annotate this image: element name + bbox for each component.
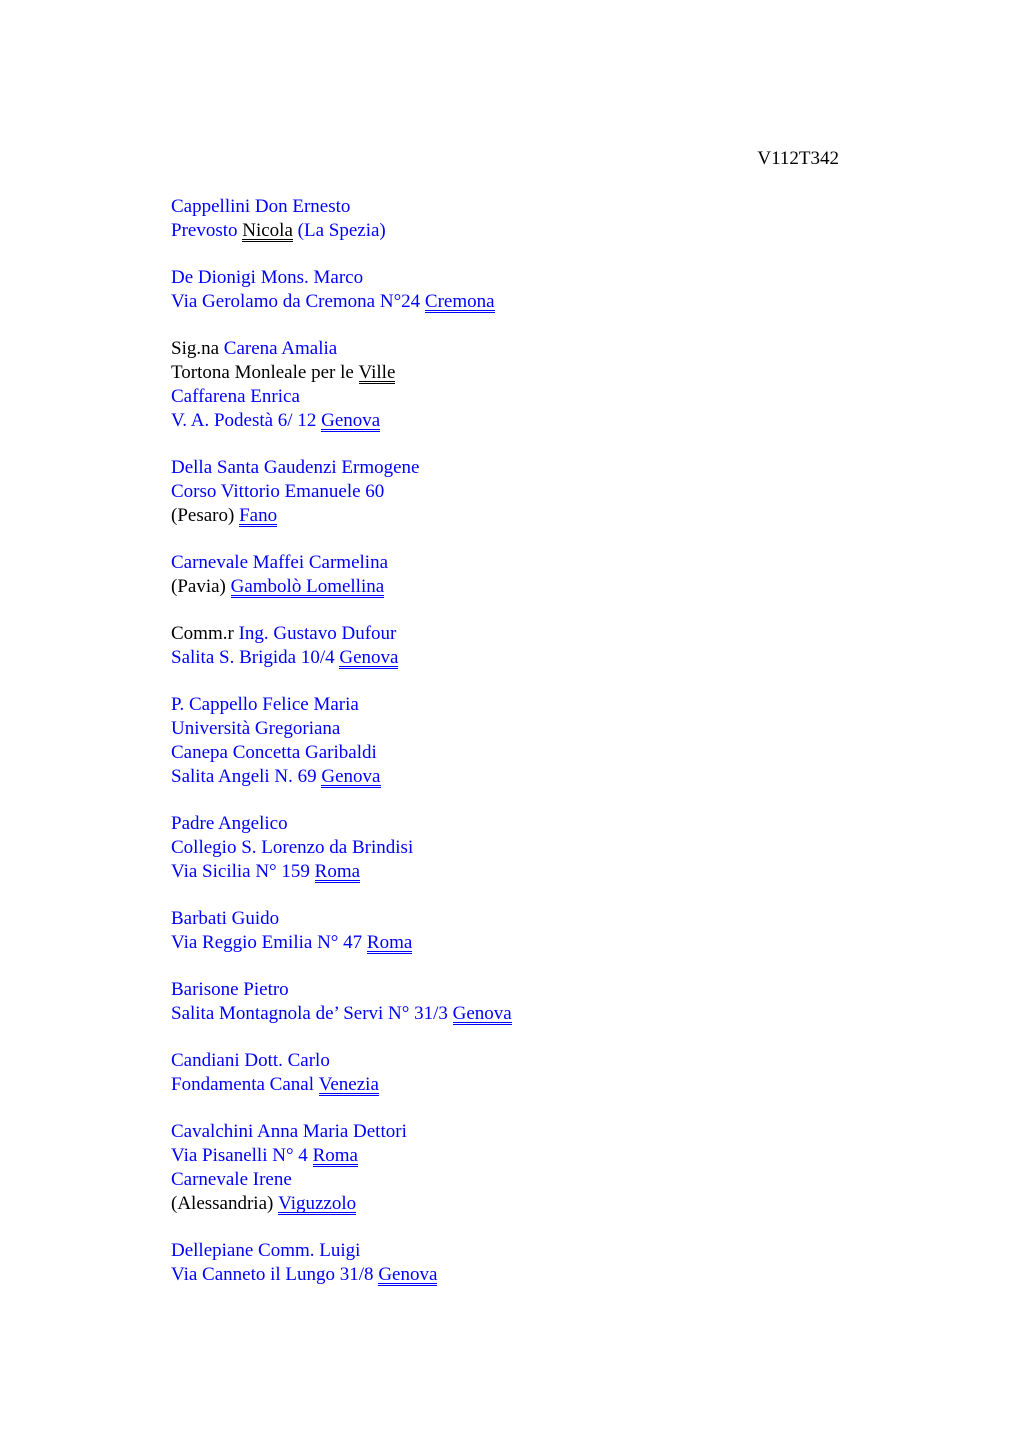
address-line — [171, 1120, 871, 1144]
address-line — [171, 1002, 871, 1026]
text-segment: Dellepiane Comm. Luigi — [171, 1240, 361, 1261]
place-name: Genova — [452, 1003, 512, 1024]
page-id: V112T342 — [757, 148, 839, 169]
place-name: Nicola — [242, 220, 293, 241]
address-line — [171, 1049, 871, 1073]
address-line — [171, 836, 871, 860]
address-line — [171, 717, 871, 741]
place-name: Venezia — [318, 1074, 379, 1095]
text-segment: Via Pisanelli N° 4 — [171, 1145, 313, 1166]
address-line — [171, 385, 871, 409]
text-segment: Della Santa Gaudenzi Ermogene — [171, 457, 420, 478]
address-entry — [171, 978, 871, 1026]
address-line — [171, 361, 871, 385]
place-name: Viguzzolo — [278, 1193, 357, 1214]
text-segment: (Alessandria) — [171, 1193, 279, 1214]
address-entry — [171, 266, 871, 314]
address-entry — [171, 1239, 871, 1287]
text-segment: Cavalchini Anna Maria Dettori — [171, 1121, 407, 1142]
address-line — [171, 266, 871, 290]
address-entry — [171, 551, 871, 599]
text-segment: Carena Amalia — [223, 338, 338, 359]
address-line — [171, 812, 871, 836]
text-segment: Tortona Monleale per le — [171, 362, 359, 383]
text-segment: (Pavia) — [171, 576, 231, 597]
address-line — [171, 765, 871, 789]
place-name: Fano — [239, 505, 278, 526]
text-segment: Ing. Gustavo Dufour — [238, 623, 397, 644]
place-name: Roma — [366, 932, 413, 953]
address-line — [171, 860, 871, 884]
place-name: Genova — [321, 766, 381, 787]
address-line — [171, 1239, 871, 1263]
address-line — [171, 337, 871, 361]
text-segment: Comm.r — [171, 623, 239, 644]
text-segment: Via Sicilia N° 159 — [171, 861, 315, 882]
address-entry — [171, 1049, 871, 1097]
place-name: Roma — [314, 861, 361, 882]
address-list — [171, 195, 871, 1310]
address-entry — [171, 1120, 871, 1216]
place-name: Roma — [312, 1145, 358, 1166]
text-segment: Canepa Concetta Garibaldi — [171, 742, 377, 763]
address-line — [171, 646, 871, 670]
text-segment: Sig.na — [171, 338, 224, 359]
text-segment: P. Cappello Felice Maria — [171, 694, 359, 715]
address-line — [171, 195, 871, 219]
address-line — [171, 741, 871, 765]
address-line — [171, 1073, 871, 1097]
text-segment: Via Gerolamo da Cremona N°24 — [171, 291, 425, 312]
text-segment: Fondamenta Canal — [171, 1074, 319, 1095]
place-name: Cremona — [424, 291, 495, 312]
text-segment: Salita S. Brigida 10/4 — [171, 647, 340, 668]
text-segment: Via Reggio Emilia N° 47 — [171, 932, 367, 953]
address-line — [171, 504, 871, 528]
address-line — [171, 1144, 871, 1168]
place-name: Genova — [321, 410, 381, 431]
address-entry — [171, 622, 871, 670]
address-line — [171, 290, 871, 314]
text-segment: Candiani Dott. Carlo — [171, 1050, 330, 1071]
text-segment: Salita Angeli N. 69 — [171, 766, 322, 787]
place-name: Gambolò Lomellina — [230, 576, 385, 597]
text-segment: Università Gregoriana — [171, 718, 341, 739]
place-name: Genova — [378, 1264, 438, 1285]
place-name: Ville — [358, 362, 396, 383]
address-line — [171, 907, 871, 931]
text-segment: (La Spezia) — [292, 220, 386, 241]
address-entry — [171, 337, 871, 433]
address-line — [171, 219, 871, 243]
text-segment: Collegio S. Lorenzo da Brindisi — [171, 837, 414, 858]
address-line — [171, 456, 871, 480]
address-entry — [171, 693, 871, 789]
address-entry — [171, 812, 871, 884]
text-segment: Barbati Guido — [171, 908, 280, 929]
text-segment: Salita Montagnola de’ Servi N° 31/3 — [171, 1003, 453, 1024]
text-segment: Carnevale Irene — [171, 1169, 292, 1190]
address-entry — [171, 456, 871, 528]
address-entry — [171, 195, 871, 243]
address-line — [171, 931, 871, 955]
text-segment: Via Canneto il Lungo 31/8 — [171, 1264, 379, 1285]
text-segment: Caffarena Enrica — [171, 386, 300, 407]
address-line — [171, 551, 871, 575]
text-segment: Prevosto — [171, 220, 243, 241]
address-line — [171, 409, 871, 433]
address-line — [171, 480, 871, 504]
text-segment: De Dionigi Mons. Marco — [171, 267, 364, 288]
text-segment: (Pesaro) — [171, 505, 240, 526]
address-line — [171, 1263, 871, 1287]
address-line — [171, 622, 871, 646]
address-line — [171, 693, 871, 717]
text-segment: Padre Angelico — [171, 813, 288, 834]
text-segment: Cappellini Don Ernesto — [171, 196, 351, 217]
place-name: Genova — [339, 647, 399, 668]
text-segment: V. A. Podestà 6/ 12 — [171, 410, 322, 431]
address-line — [171, 978, 871, 1002]
address-entry — [171, 907, 871, 955]
text-segment: Carnevale Maffei Carmelina — [171, 552, 388, 573]
text-segment: Corso Vittorio Emanuele 60 — [171, 481, 385, 502]
address-line — [171, 1168, 871, 1192]
text-segment: Barisone Pietro — [171, 979, 289, 1000]
address-line — [171, 1192, 871, 1216]
address-line — [171, 575, 871, 599]
